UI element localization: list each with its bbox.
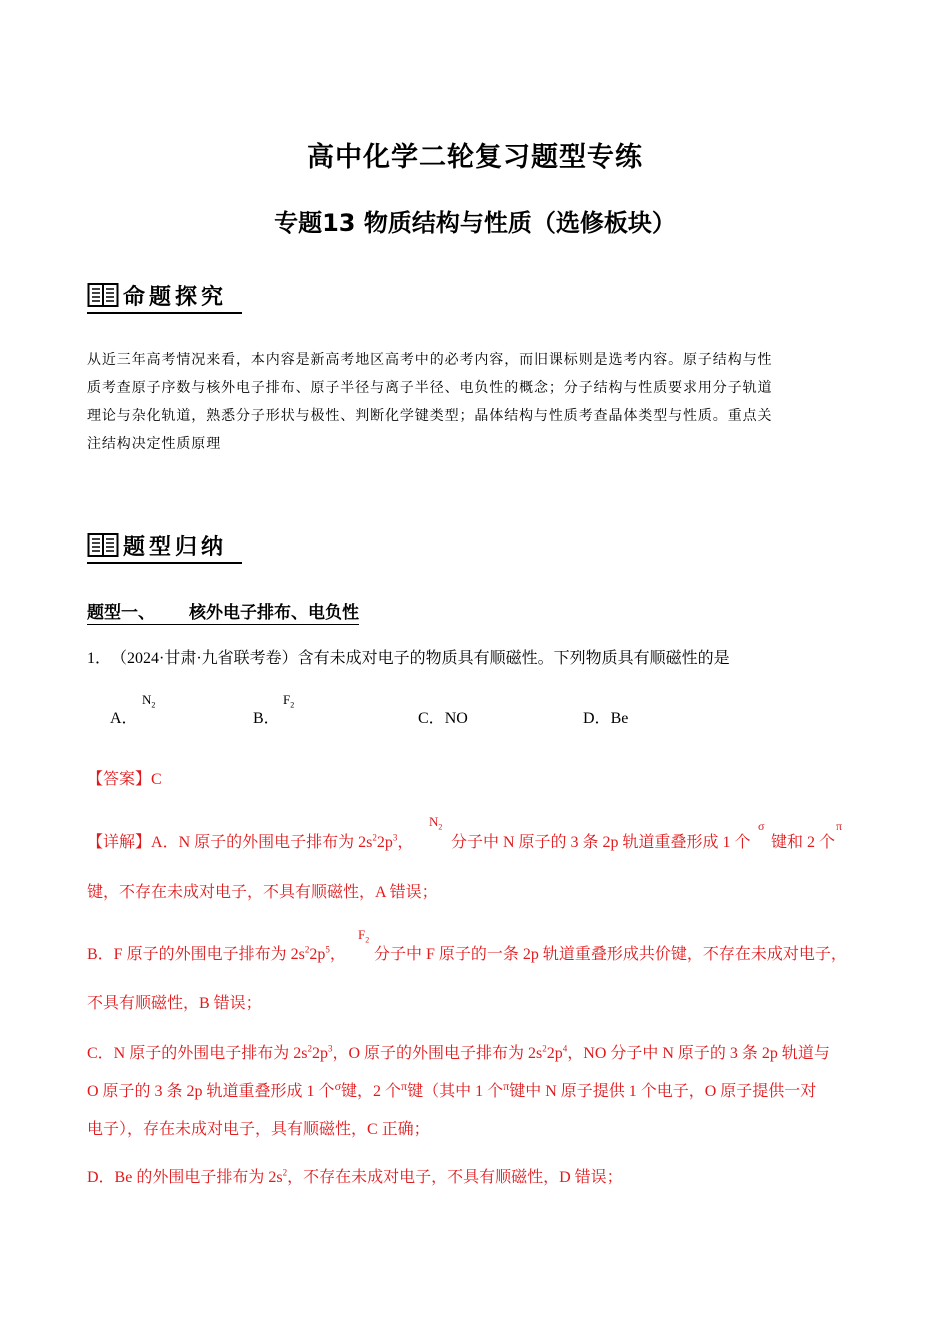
option-key: C．	[418, 710, 445, 727]
option-d	[583, 705, 628, 728]
document-title: 高中化学二轮复习题型专练	[307, 142, 643, 173]
formula-f2: $F_2$	[283, 692, 295, 710]
option-text: Be	[610, 710, 629, 727]
explanation-b-line1: B．F 原子的外围电子排布为 $2s^22p^5$，	[87, 944, 346, 963]
formula-f2: $F_2$	[358, 927, 370, 945]
open-book-icon	[87, 532, 119, 558]
section-header-explore	[87, 278, 242, 314]
explanation-a-line1c: 键和 2 个	[771, 834, 836, 851]
explanation-a-line1b: 分子中 N 原子的 3 条 2p 轨道重叠形成 1 个	[451, 834, 751, 851]
question-type-name: 核外电子排布、电负性	[189, 603, 359, 623]
answer-tag: 【答案】	[87, 771, 152, 788]
option-c	[418, 705, 468, 728]
formula-n2: $N_2$	[142, 692, 156, 710]
explanation-c-line3: 电子），存在未成对电子，具有顺磁性，C 正确；	[87, 1121, 430, 1138]
answer-value: C	[151, 771, 162, 788]
explanation-a-line2: 键，不存在未成对电子，不具有顺磁性，A 错误；	[87, 884, 438, 901]
question-number: 1．	[87, 650, 112, 667]
pi-symbol: π	[836, 819, 843, 833]
section-label-summary: 题型归纳	[123, 534, 228, 560]
question-text: （2024·甘肃·九省联考卷）含有未成对电子的物质具有顺磁性。下列物质具有顺磁性的是	[119, 650, 730, 667]
question-stem	[87, 645, 730, 668]
option-key: D．	[583, 710, 611, 727]
document-subtitle: 专题13 物质结构与性质（选修板块）	[274, 209, 676, 237]
section-header-summary	[87, 528, 242, 564]
pi-symbol: π	[503, 1079, 510, 1093]
explanation-b-line1b: 分子中 F 原子的一条 2p 轨道重叠形成共价键，不存在未成对电子，	[374, 946, 847, 963]
intro-line: 质考查原子序数与核外电子排布、原子半径与离子半径、电负性的概念；分子结构与性质要求用分子轨道	[87, 380, 773, 396]
section-label-explore: 命题探究	[123, 284, 228, 310]
explanation-c-line1: C．N 原子的外围电子排布为 $2s^22p^3$，O 原子的外围电子排布为 $2s^22p^4$，NO 分子中 N 原子的 3 条 2p 轨道与	[87, 1043, 830, 1062]
question-type-heading	[87, 602, 359, 625]
option-a	[110, 705, 138, 728]
explanation-a-line1: 【详解】A．N 原子的外围电子排布为 $2s^22p^3$，	[87, 832, 414, 851]
question-type-label: 题型一、	[87, 603, 155, 623]
option-text: NO	[444, 710, 468, 727]
option-b	[253, 705, 280, 728]
pi-symbol: π	[401, 1079, 408, 1093]
explanation-tag: 【详解】	[87, 834, 152, 851]
option-key: B．	[253, 710, 280, 727]
intro-line: 注结构决定性质原理	[87, 436, 222, 452]
answer-line	[87, 766, 162, 789]
formula-n2: $N_2$	[429, 814, 443, 832]
sigma-symbol: σ	[334, 1079, 342, 1093]
sigma-symbol: σ	[758, 819, 765, 833]
option-key: A．	[110, 710, 138, 727]
intro-line: 从近三年高考情况来看，本内容是新高考地区高考中的必考内容，而旧课标则是选考内容。原子结构与性	[87, 352, 773, 368]
explanation-b-line2: 不具有顺磁性，B 错误；	[87, 995, 262, 1012]
explanation-d-line1: D．Be 的外围电子排布为 $2s^2$，不存在未成对电子，不具有顺磁性，D 错误；	[87, 1167, 623, 1186]
intro-line: 理论与杂化轨道，熟悉分子形状与极性、判断化学键类型；晶体结构与性质考查晶体类型与性质。重点关	[87, 408, 773, 424]
open-book-icon	[87, 282, 119, 308]
explanation-c-line2: O 原子的 3 条 2p 轨道重叠形成 1 个$^\sigma$键，2 个$^\pi$键（其中 1 个$^\pi$键中 N 原子提供 1 个电子，O 原子提供一对	[87, 1079, 817, 1100]
intro-paragraph	[87, 346, 863, 458]
